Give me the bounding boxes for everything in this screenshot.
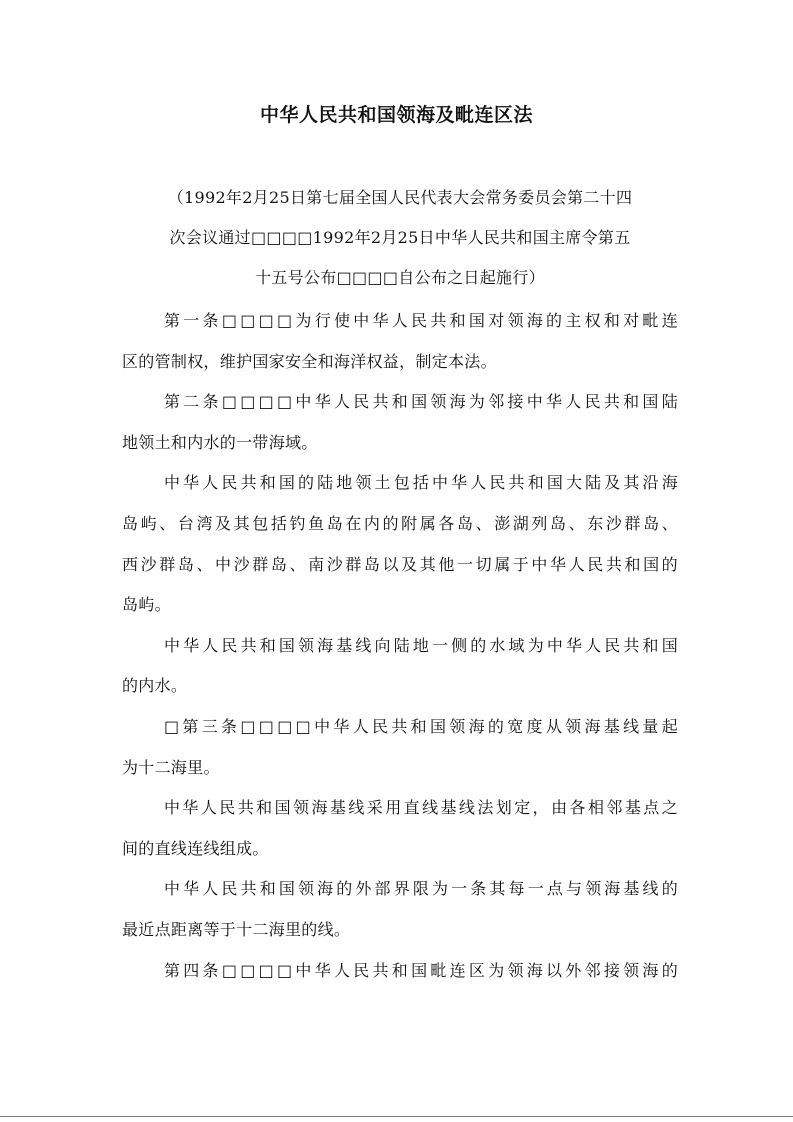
page-bottom-rule: [0, 1116, 793, 1117]
text-line: 第四条□□□□中华人民共和国毗连区为领海以外邻接领海的: [164, 960, 678, 980]
text-line: 中华人民共和国领海基线采用直线基线法划定，由各相邻基点之: [164, 798, 678, 818]
text-line: 最近点距离等于十二海里的线。: [122, 919, 351, 939]
article-3-paragraph-2: [122, 788, 678, 869]
article-4: [122, 951, 678, 992]
text-line: □第三条□□□□中华人民共和国领海的宽度从领海基线量起: [164, 716, 678, 736]
text-line: 第一条□□□□为行使中华人民共和国对领海的主权和对毗连: [164, 311, 678, 330]
text-line: 中华人民共和国领海基线向陆地一侧的水域为中华人民共和国: [164, 635, 678, 655]
text-line: 间的直线连线组成。: [122, 838, 269, 858]
text-line: 岛屿、台湾及其包括钓鱼岛在内的附属各岛、澎湖列岛、东沙群岛、: [122, 513, 678, 533]
text-line: 区的管制权，维护国家安全和海洋权益，制定本法。: [122, 351, 497, 371]
article-3: [122, 707, 678, 788]
text-line: 中华人民共和国的陆地领土包括中华人民共和国大陆及其沿海: [164, 473, 678, 493]
preamble-line: 次会议通过□□□□1992年2月25日中华人民共和国主席令第五: [169, 228, 631, 247]
text-line: 的内水。: [122, 676, 188, 696]
article-2-paragraph-3: [122, 626, 678, 707]
preamble: [140, 178, 660, 298]
text-line: 中华人民共和国领海的外部界限为一条其每一点与领海基线的: [164, 879, 678, 899]
page-title: 中华人民共和国领海及毗连区法: [259, 104, 533, 126]
text-line: 岛屿。: [122, 595, 171, 615]
preamble-line: 十五号公布□□□□自公布之日起施行）: [255, 268, 545, 287]
text-line: 为十二海里。: [122, 757, 220, 777]
article-2: [122, 382, 678, 463]
document-body: [122, 301, 678, 991]
article-3-paragraph-3: [122, 869, 678, 950]
text-line: 地领土和内水的一带海域。: [122, 432, 318, 452]
text-line: 第二条□□□□中华人民共和国领海为邻接中华人民共和国陆: [164, 392, 678, 412]
text-line: 西沙群岛、中沙群岛、南沙群岛以及其他一切属于中华人民共和国的: [122, 554, 678, 574]
preamble-line: （1992年2月25日第七届全国人民代表大会常务委员会第二十四: [167, 188, 633, 207]
article-1: [122, 301, 678, 382]
article-2-paragraph-2: [122, 463, 678, 625]
